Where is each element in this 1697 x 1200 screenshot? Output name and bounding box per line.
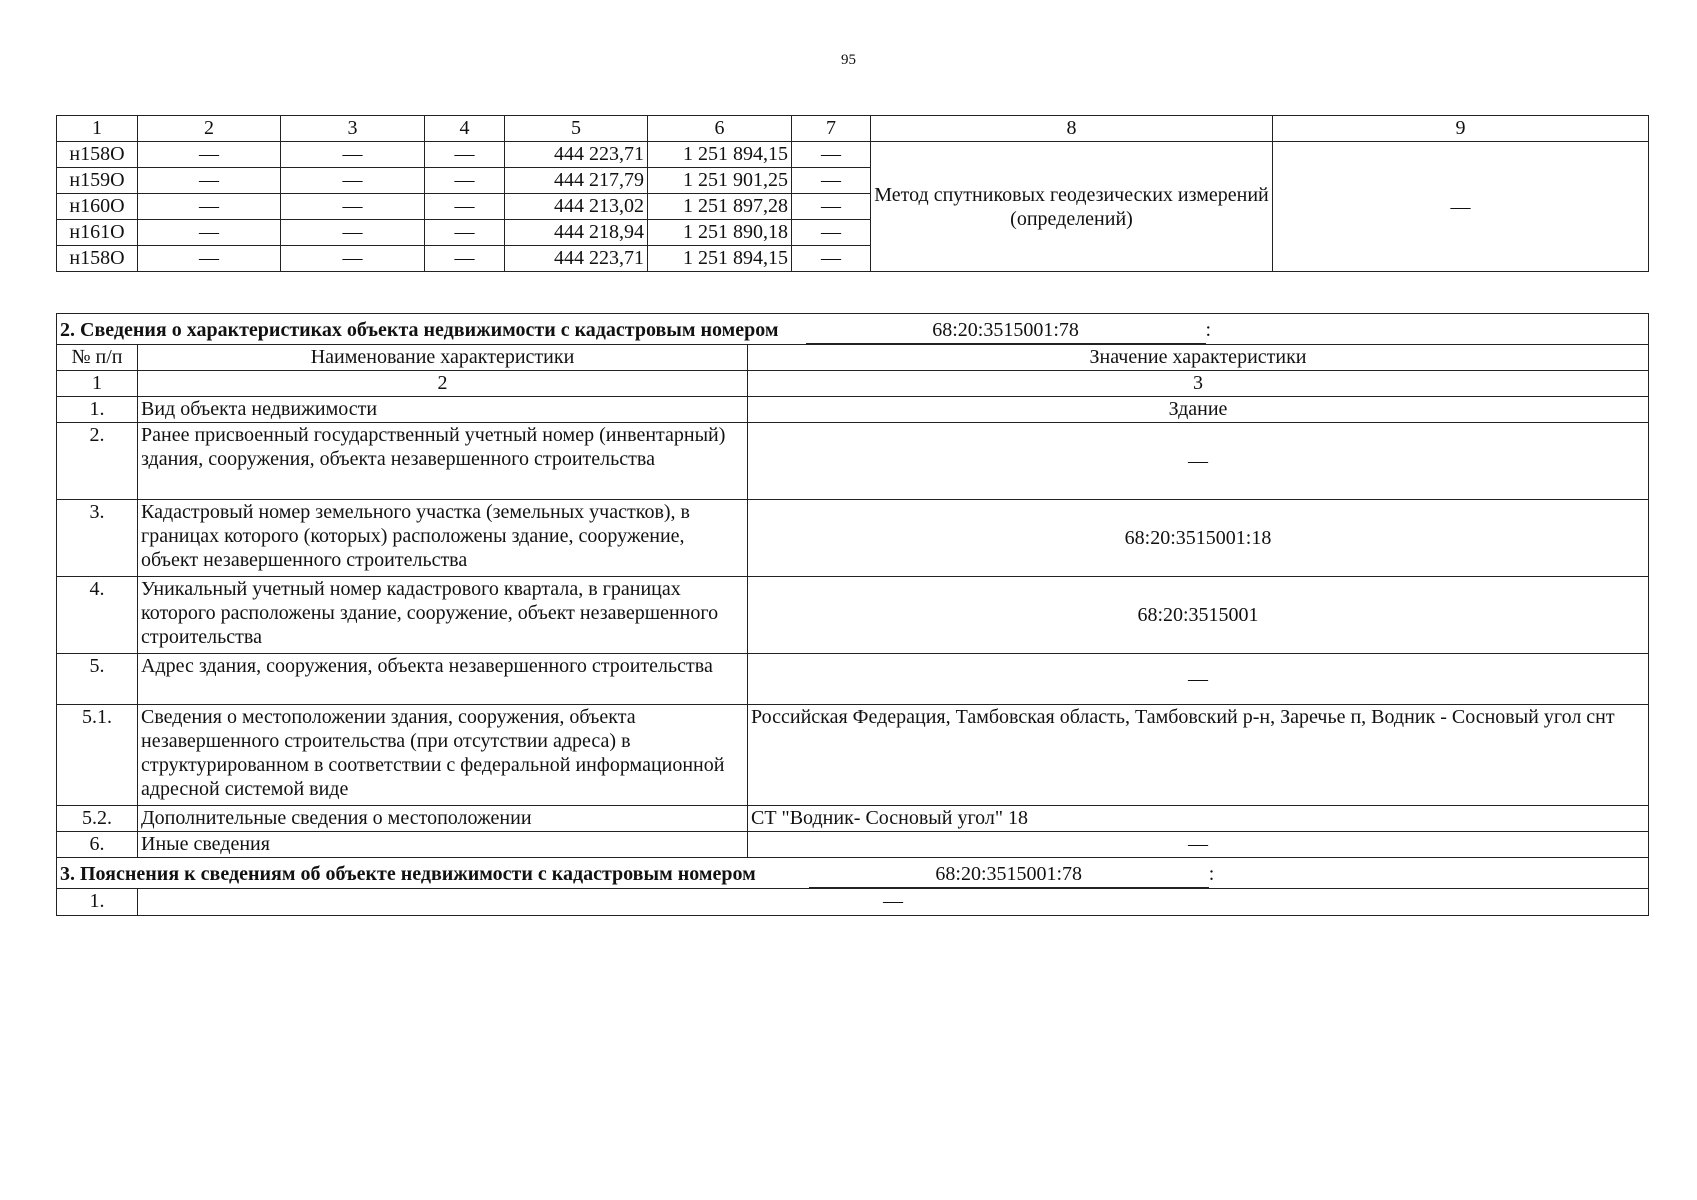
col-number-1: 1 bbox=[57, 371, 138, 397]
point-name: н158О bbox=[57, 246, 138, 272]
table-row bbox=[57, 806, 1649, 832]
row-name: Вид объекта недвижимости bbox=[138, 397, 748, 423]
row-num: 3. bbox=[57, 500, 138, 577]
row-name: Ранее присвоенный государственный учетный номер (инвентарный) здания, сооружения, объекта незавершенного строительства bbox=[138, 423, 748, 500]
coord-y: 1 251 894,15 bbox=[648, 142, 792, 168]
cell: — bbox=[792, 220, 871, 246]
cell: — bbox=[792, 246, 871, 272]
cell: — bbox=[281, 220, 425, 246]
col-header-7: 7 bbox=[792, 116, 871, 142]
cell: — bbox=[792, 168, 871, 194]
row-name: Иные сведения bbox=[138, 832, 748, 858]
row-name: Сведения о местоположении здания, сооружения, объекта незавершенного строительства (при отсутствии адреса) в структурированном в соответствии с федеральной информационной адресной системой виде bbox=[138, 705, 748, 806]
cell: — bbox=[425, 194, 505, 220]
cell: — bbox=[281, 194, 425, 220]
row-num: 5. bbox=[57, 654, 138, 705]
page-number: 95 bbox=[841, 52, 856, 68]
table-row bbox=[57, 500, 1649, 577]
coord-x: 444 217,79 bbox=[505, 168, 648, 194]
cell: — bbox=[792, 194, 871, 220]
section3-colon: : bbox=[1208, 863, 1215, 885]
coord-x: 444 218,94 bbox=[505, 220, 648, 246]
cell: — bbox=[425, 142, 505, 168]
point-name: н161О bbox=[57, 220, 138, 246]
row-value: — bbox=[748, 832, 1649, 858]
row-num: 1. bbox=[57, 889, 138, 916]
row-value: 68:20:3515001:18 bbox=[748, 500, 1649, 577]
table-row bbox=[57, 889, 1649, 916]
row-num: 5.2. bbox=[57, 806, 138, 832]
row-value: СТ "Водник- Сосновый угол" 18 bbox=[748, 806, 1649, 832]
table-row bbox=[57, 423, 1649, 500]
cell: — bbox=[138, 168, 281, 194]
row-value: — bbox=[138, 889, 1649, 916]
col-header-8: 8 bbox=[871, 116, 1273, 142]
col-header-5: 5 bbox=[505, 116, 648, 142]
section2-colon: : bbox=[1205, 319, 1212, 341]
cell: — bbox=[138, 246, 281, 272]
coord-y: 1 251 901,25 bbox=[648, 168, 792, 194]
col-header-3: 3 bbox=[281, 116, 425, 142]
method-cell: Метод спутниковых геодезических измерений (определений) bbox=[871, 142, 1273, 272]
coord-y: 1 251 894,15 bbox=[648, 246, 792, 272]
col-header-9: 9 bbox=[1273, 116, 1649, 142]
section2-title-row bbox=[57, 314, 1649, 345]
col-header-1: 1 bbox=[57, 116, 138, 142]
section2-cadastral-number: 68:20:3515001:78 bbox=[806, 317, 1206, 344]
cell: — bbox=[138, 220, 281, 246]
header-row bbox=[57, 116, 1649, 142]
cell: — bbox=[281, 168, 425, 194]
cell: — bbox=[425, 220, 505, 246]
point-name: н159О bbox=[57, 168, 138, 194]
cell: — bbox=[281, 142, 425, 168]
col9-cell: — bbox=[1273, 142, 1649, 272]
table-row bbox=[57, 705, 1649, 806]
coord-y: 1 251 897,28 bbox=[648, 194, 792, 220]
coord-y: 1 251 890,18 bbox=[648, 220, 792, 246]
row-name: Уникальный учетный номер кадастрового квартала, в границах которого расположены здание, сооружение, объект незавершенного строительства bbox=[138, 577, 748, 654]
row-num: 6. bbox=[57, 832, 138, 858]
col-header-num: № п/п bbox=[57, 345, 138, 371]
col-header-2: 2 bbox=[138, 116, 281, 142]
characteristics-table bbox=[56, 313, 1649, 916]
section3-title-row bbox=[57, 858, 1649, 889]
coord-x: 444 223,71 bbox=[505, 142, 648, 168]
col-number-3: 3 bbox=[748, 371, 1649, 397]
cell: — bbox=[792, 142, 871, 168]
row-value: 68:20:3515001 bbox=[748, 577, 1649, 654]
col-header-6: 6 bbox=[648, 116, 792, 142]
row-name: Адрес здания, сооружения, объекта незавершенного строительства bbox=[138, 654, 748, 705]
row-name: Кадастровый номер земельного участка (земельных участков), в границах которого (которых) расположены здание, сооружение, объект незавершенного строительства bbox=[138, 500, 748, 577]
col-number-row bbox=[57, 371, 1649, 397]
section3-title: 3. Пояснения к сведениям об объекте недвижимости с кадастровым номером bbox=[60, 863, 756, 885]
col-header-value: Значение характеристики bbox=[748, 345, 1649, 371]
col-number-2: 2 bbox=[138, 371, 748, 397]
point-name: н160О bbox=[57, 194, 138, 220]
section3-cadastral-number: 68:20:3515001:78 bbox=[809, 861, 1209, 888]
coordinates-table bbox=[56, 115, 1649, 272]
table-row bbox=[57, 397, 1649, 423]
row-value: — bbox=[748, 423, 1649, 500]
row-num: 4. bbox=[57, 577, 138, 654]
cell: — bbox=[138, 142, 281, 168]
row-value: — bbox=[748, 654, 1649, 705]
header-row bbox=[57, 345, 1649, 371]
row-value: Здание bbox=[748, 397, 1649, 423]
cell: — bbox=[425, 246, 505, 272]
coord-x: 444 213,02 bbox=[505, 194, 648, 220]
cell: — bbox=[425, 168, 505, 194]
table-row bbox=[57, 142, 1649, 168]
col-header-4: 4 bbox=[425, 116, 505, 142]
cell: — bbox=[281, 246, 425, 272]
row-name: Дополнительные сведения о местоположении bbox=[138, 806, 748, 832]
row-num: 1. bbox=[57, 397, 138, 423]
row-num: 5.1. bbox=[57, 705, 138, 806]
coord-x: 444 223,71 bbox=[505, 246, 648, 272]
table-row bbox=[57, 577, 1649, 654]
section2-title: 2. Сведения о характеристиках объекта недвижимости с кадастровым номером bbox=[60, 319, 779, 341]
cell: — bbox=[138, 194, 281, 220]
table-row bbox=[57, 832, 1649, 858]
table-row bbox=[57, 654, 1649, 705]
col-header-name: Наименование характеристики bbox=[138, 345, 748, 371]
row-num: 2. bbox=[57, 423, 138, 500]
row-value: Российская Федерация, Тамбовская область, Тамбовский р-н, Заречье п, Водник - Сосновый угол снт bbox=[748, 705, 1649, 806]
point-name: н158О bbox=[57, 142, 138, 168]
